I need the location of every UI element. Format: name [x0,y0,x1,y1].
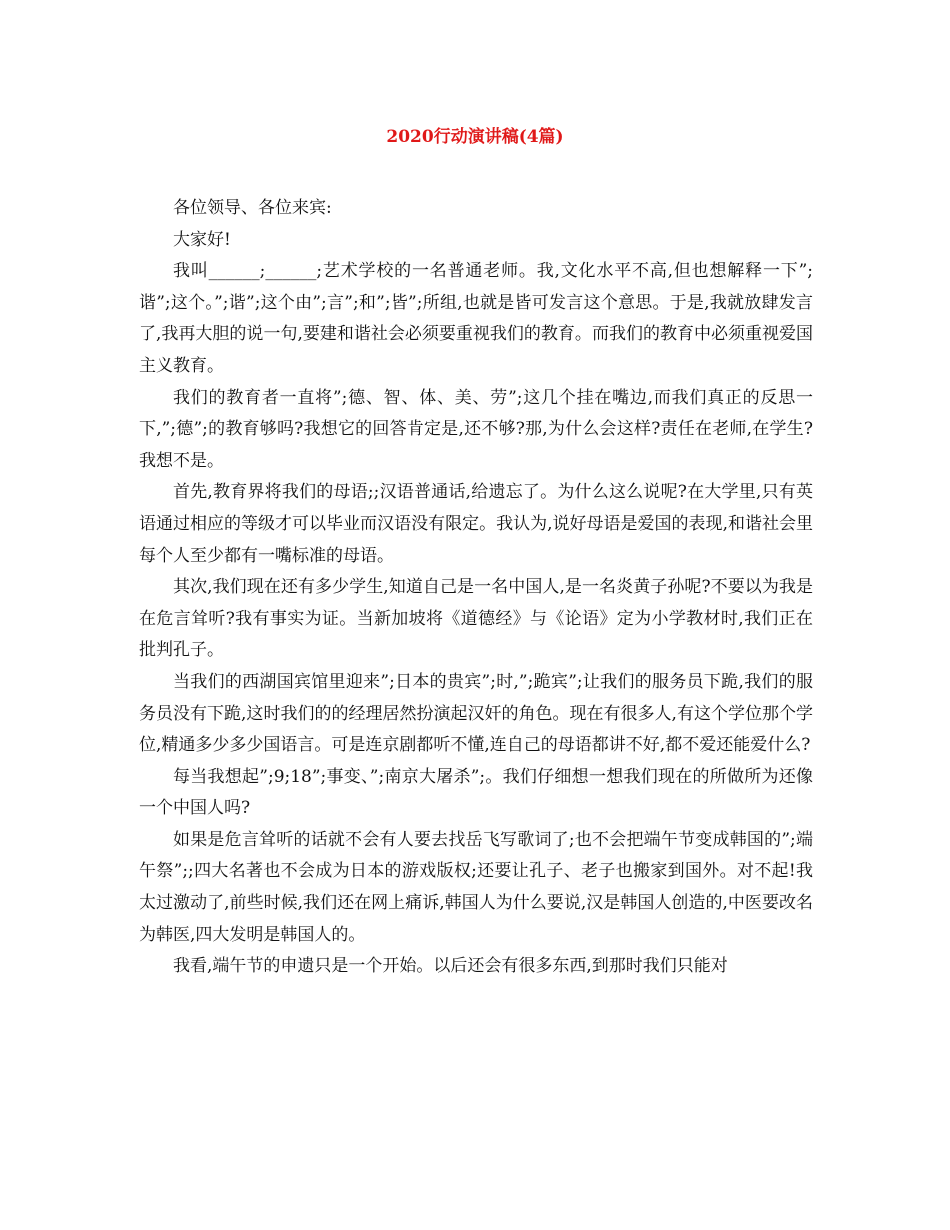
paragraph: 我们的教育者一直将”;德、智、体、美、劳”;这几个挂在嘴边,而我们真正的反思一下,”;德”;的教育够吗?我想它的回答肯定是,还不够?那,为什么会这样?责任在老师,在学生?我想不是。 [139,387,813,471]
paragraph: 每当我想起”;9;18”;事变、”;南京大屠杀”;。我们仔细想一想我们现在的所做所为还像一个中国人吗? [139,766,813,819]
document-title: 2020行动演讲稿(4篇) [386,127,564,147]
paragraph: 大家好! [173,229,231,250]
paragraph: 首先,教育界将我们的母语;;汉语普通话,给遗忘了。为什么这么说呢?在大学里,只有英语通过相应的等级才可以毕业而汉语没有限定。我认为,说好母语是爱国的表现,和谐社会里每个人至少都有一嘴标准的母语。 [139,482,813,566]
paragraph: 我看,端午节的申遗只是一个开始。以后还会有很多东西,到那时我们只能对 [173,956,728,977]
paragraph: 如果是危言耸听的话就不会有人要去找岳飞写歌词了;也不会把端午节变成韩国的”;端午祭”;;四大名著也不会成为日本的游戏版权;还要让孔子、老子也搬家到国外。对不起!我太过激动了,前些时候,我们还在网上痛诉,韩国人为什么要说,汉是韩国人创造的,中医要改名为韩医,四大发明是韩国人的。 [139,829,813,945]
paragraph: 当我们的西湖国宾馆里迎来”;日本的贵宾”;时,”;跪宾”;让我们的服务员下跪,我们的服务员没有下跪,这时我们的的经理居然扮演起汉奸的角色。现在有很多人,有这个学位那个学位,精通多少多少国语言。可是连京剧都听不懂,连自己的母语都讲不好,都不爱还能爱什么? [139,671,813,756]
paragraph: 我叫______;______;艺术学校的一名普通老师。我,文化水平不高,但也想解释一下”;谐”;这个。”;谐”;这个由”;言”;和”;皆”;所组,也就是皆可发言这个意思。于是,我就放肆发言了,我再大胆的说一句,要建和谐社会必须要重视我们的教育。而我们的教育中必须重视爱国主义教育。 [139,261,813,376]
document-body [139,193,813,983]
paragraph: 其次,我们现在还有多少学生,知道自己是一名中国人,是一名炎黄子孙呢?不要以为我是在危言耸听?我有事实为证。当新加坡将《道德经》与《论语》定为小学教材时,我们正在批判孔子。 [139,577,813,661]
paragraph: 各位领导、各位来宾: [173,198,332,218]
